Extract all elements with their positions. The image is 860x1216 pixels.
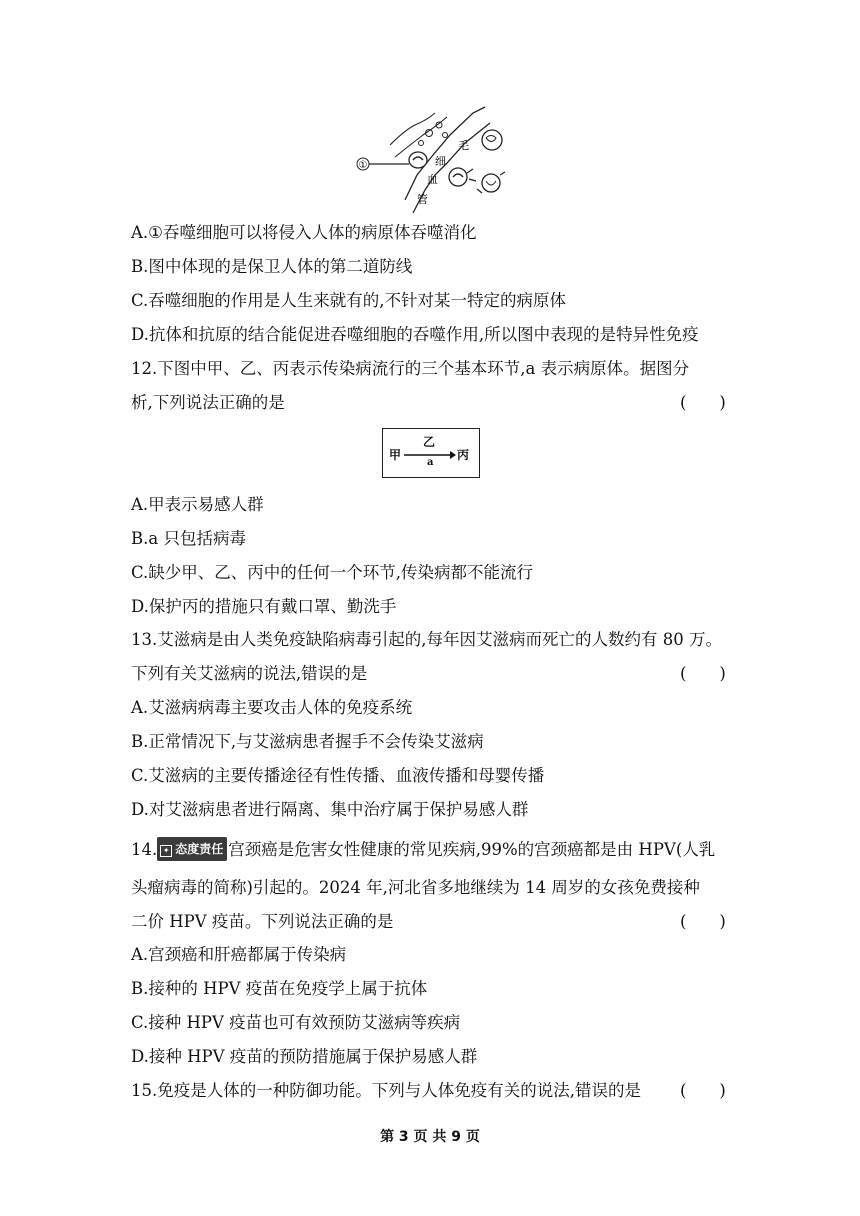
transmission-diagram xyxy=(382,428,480,478)
diagram-node-bing: 丙 xyxy=(457,448,470,462)
q14-option-b: B.接种的 HPV 疫苗在免疫学上属于抗体 xyxy=(131,979,428,998)
q14-answer-paren: ( ) xyxy=(680,912,726,931)
capillary-phagocyte-figure xyxy=(355,105,515,215)
diagram-arrow-icon xyxy=(404,451,456,459)
badge-icon: ✦ xyxy=(160,845,172,857)
q13-stem-line2: 下列有关艾滋病的说法,错误的是 xyxy=(131,664,368,683)
q15-stem: 15.免疫是人体的一种防御功能。下列与人体免疫有关的说法,错误的是 xyxy=(131,1081,641,1100)
diagram-label-a: a xyxy=(427,457,434,468)
q14-number: 14. xyxy=(131,840,158,859)
attitude-responsibility-badge: ✦ 态度责任 xyxy=(157,837,227,861)
q11-option-d: D.抗体和抗原的结合能促进吞噬细胞的吞噬作用,所以图中表现的是特异性免疫 xyxy=(131,325,699,344)
q11-option-a: A.①吞噬细胞可以将侵入人体的病原体吞噬消化 xyxy=(131,223,477,242)
diagram-node-jia: 甲 xyxy=(389,448,402,462)
q13-option-b: B.正常情况下,与艾滋病患者握手不会传染艾滋病 xyxy=(131,732,484,751)
q14-option-c: C.接种 HPV 疫苗也可有效预防艾滋病等疾病 xyxy=(131,1013,461,1032)
q12-stem-line1: 12.下图中甲、乙、丙表示传染病流行的三个基本环节,a 表示病原体。据图分 xyxy=(131,359,690,378)
figure-label-mao: 毛 xyxy=(458,139,469,152)
q12-option-d: D.保护丙的措施只有戴口罩、勤洗手 xyxy=(131,597,397,616)
figure-label-xi: 细 xyxy=(435,155,446,168)
q12-option-c: C.缺少甲、乙、丙中的任何一个环节,传染病都不能流行 xyxy=(131,563,534,582)
diagram-label-yi: 乙 xyxy=(423,435,436,449)
q13-option-c: C.艾滋病的主要传播途径有性传播、血液传播和母婴传播 xyxy=(131,766,545,785)
figure-label-xue: 血 xyxy=(427,173,438,186)
q14-stem-line3: 二价 HPV 疫苗。下列说法正确的是 xyxy=(131,912,394,931)
q12-stem-line2: 析,下列说法正确的是 xyxy=(131,393,285,412)
q14-stem-line2: 头瘤病毒的简称)引起的。2024 年,河北省多地继续为 14 周岁的女孩免费接种 xyxy=(131,878,700,897)
q14-option-a: A.宫颈癌和肝癌都属于传染病 xyxy=(131,945,347,964)
q14-stem-line1: 14. ✦ 态度责任 宫颈癌是危害女性健康的常见疾病,99%的宫颈癌都是由 HPV(人乳 xyxy=(131,837,715,861)
page-footer: 第 3 页 共 9 页 xyxy=(380,1129,480,1145)
q15-answer-paren: ( ) xyxy=(680,1081,726,1100)
q12-option-a: A.甲表示易感人群 xyxy=(131,495,264,514)
q13-answer-paren: ( ) xyxy=(680,664,726,683)
q11-option-b: B.图中体现的是保卫人体的第二道防线 xyxy=(131,257,413,276)
figure-marker: ① xyxy=(358,160,368,171)
q13-option-d: D.对艾滋病患者进行隔离、集中治疗属于保护易感人群 xyxy=(131,800,529,819)
q12-option-b: B.a 只包括病毒 xyxy=(131,529,246,548)
figure-label-guan: 管 xyxy=(417,193,428,206)
q11-option-c: C.吞噬细胞的作用是人生来就有的,不针对某一特定的病原体 xyxy=(131,291,567,310)
q14-option-d: D.接种 HPV 疫苗的预防措施属于保护易感人群 xyxy=(131,1047,478,1066)
q13-option-a: A.艾滋病病毒主要攻击人体的免疫系统 xyxy=(131,698,413,717)
q12-answer-paren: ( ) xyxy=(680,393,726,412)
q13-stem-line1: 13.艾滋病是由人类免疫缺陷病毒引起的,每年因艾滋病而死亡的人数约有 80 万。 xyxy=(131,630,722,649)
